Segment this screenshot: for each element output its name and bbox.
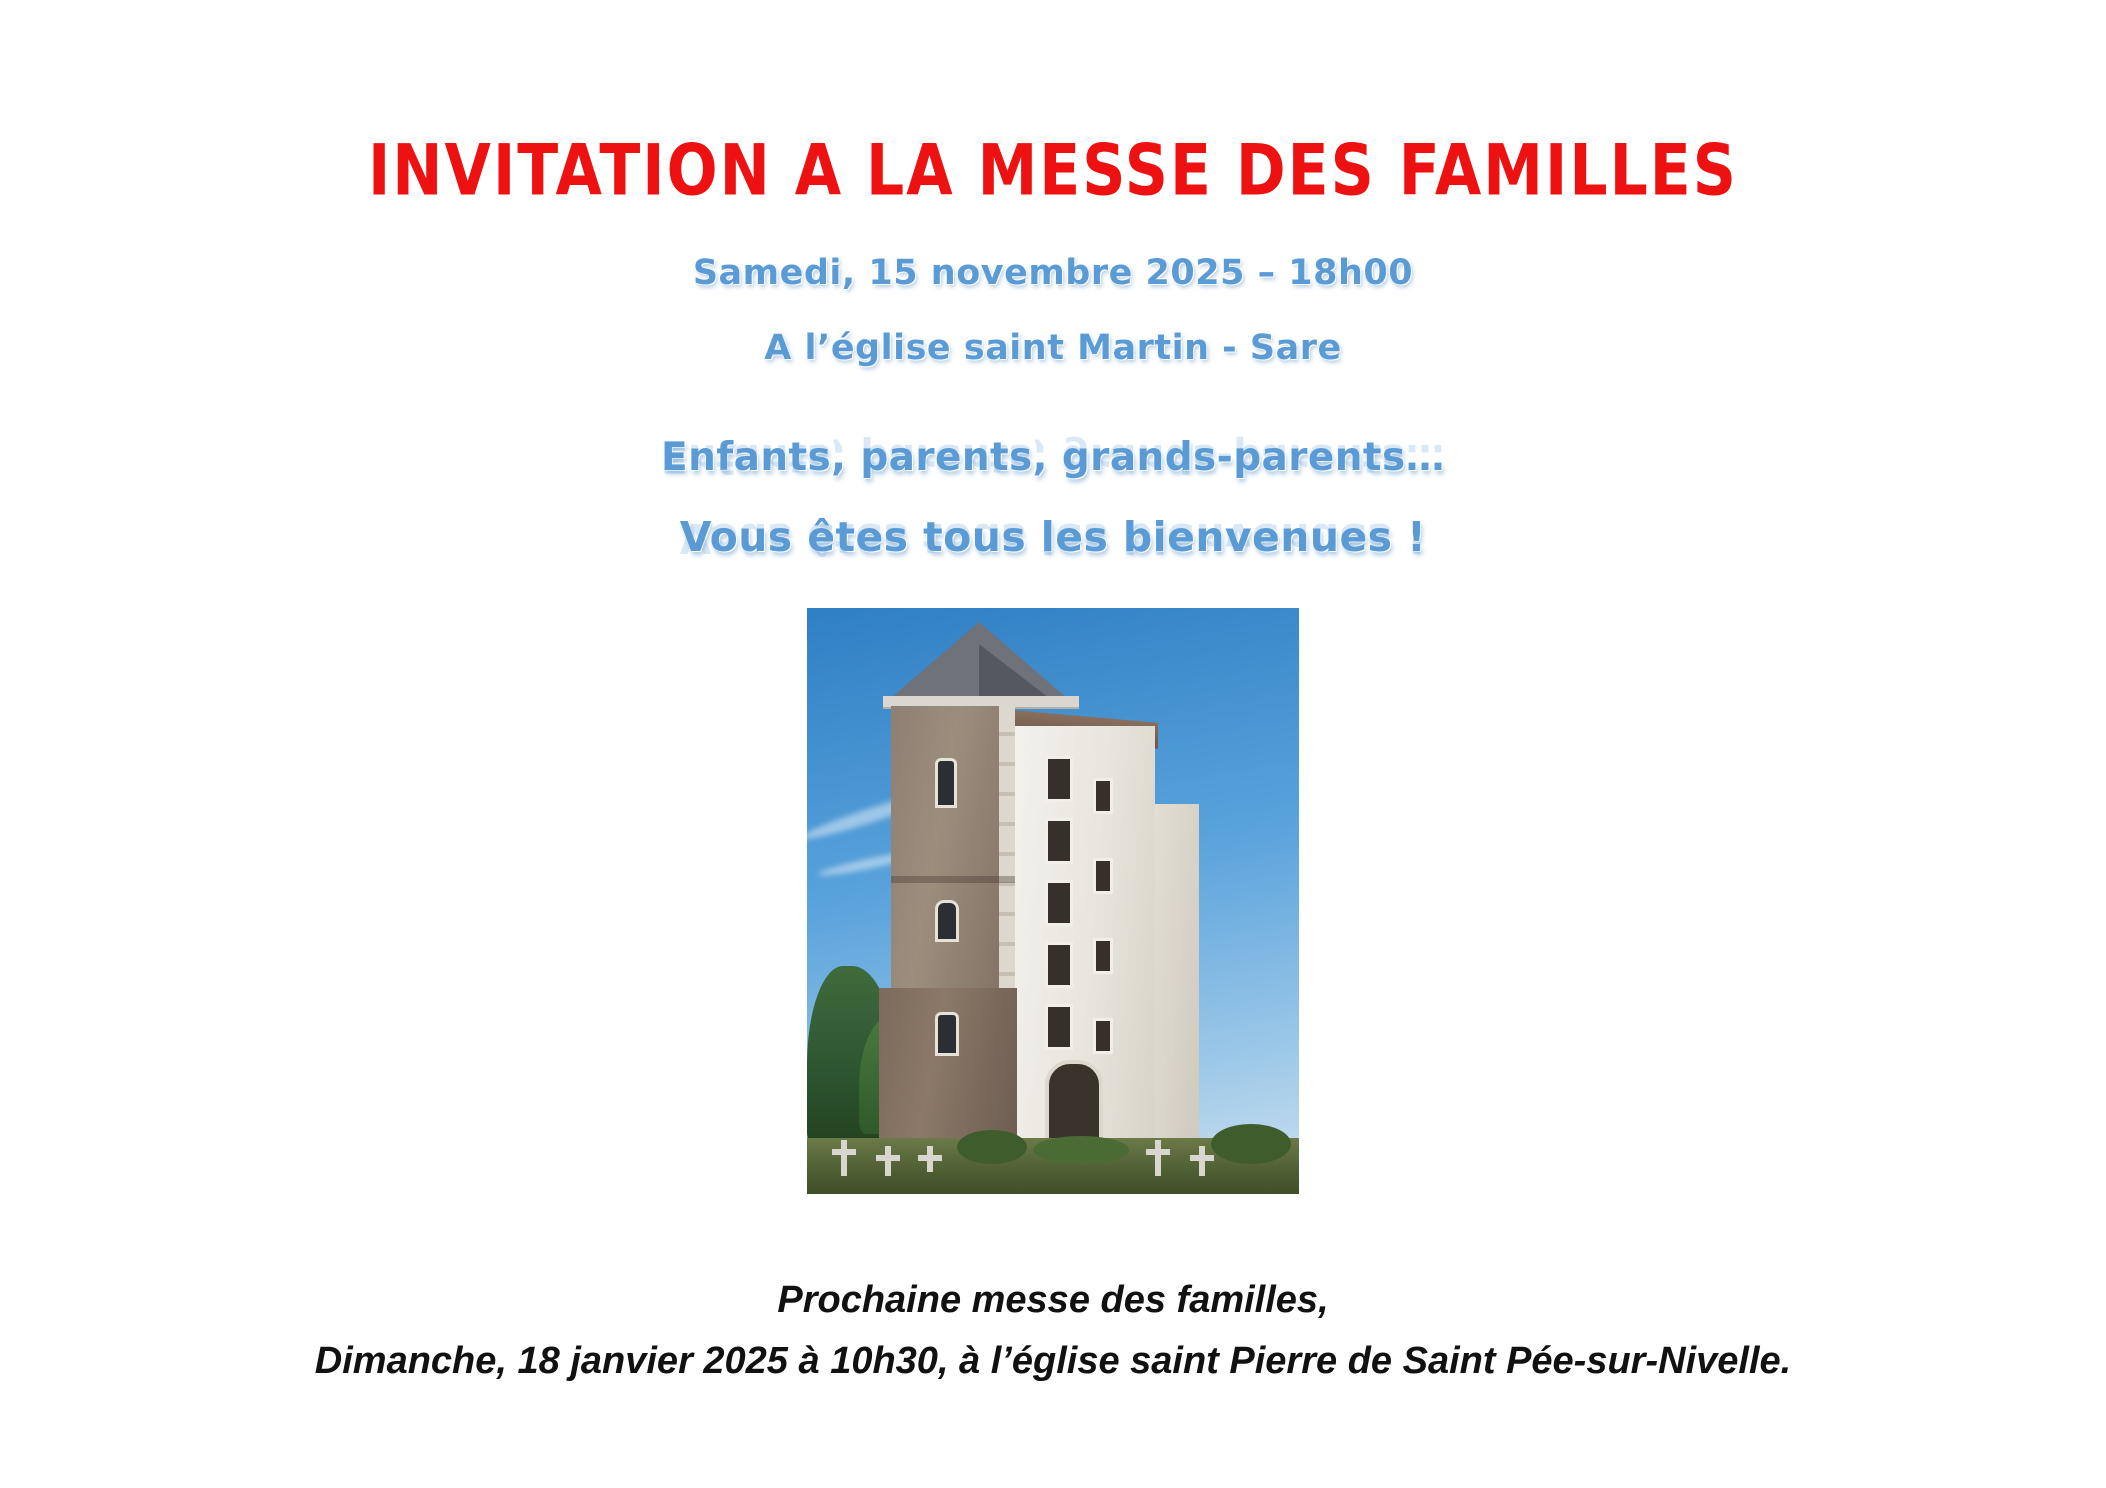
tower-roof-shade bbox=[979, 644, 1049, 698]
grave-cross bbox=[841, 1140, 847, 1176]
footer-note bbox=[315, 1270, 1791, 1392]
nave-window bbox=[1093, 1018, 1113, 1054]
event-details bbox=[692, 253, 1414, 368]
grave-cross bbox=[1199, 1146, 1205, 1176]
nave-window bbox=[1045, 880, 1073, 926]
tower-window bbox=[935, 1012, 959, 1056]
event-place-line: A l’église saint Martin - Sare bbox=[764, 328, 1342, 368]
church-photo bbox=[807, 608, 1299, 1194]
tower-window bbox=[935, 758, 957, 808]
grave-cross bbox=[1155, 1140, 1161, 1176]
shrub bbox=[1211, 1124, 1291, 1164]
nave-window bbox=[1045, 942, 1073, 988]
welcome-line-1: Enfants, parents, grands-parents… Enfants, parents, grands-parents… bbox=[661, 438, 1445, 477]
nave-window bbox=[1045, 1004, 1073, 1050]
nave-window bbox=[1045, 756, 1073, 802]
tower-band bbox=[891, 876, 1015, 883]
shrub bbox=[1033, 1136, 1129, 1164]
tower-window bbox=[935, 900, 959, 942]
grave-cross bbox=[885, 1146, 891, 1176]
shrub bbox=[957, 1130, 1027, 1164]
footer-line-2: Dimanche, 18 janvier 2025 à 10h30, à l’église saint Pierre de Saint Pée-sur-Nivelle. bbox=[314, 1339, 1792, 1382]
page-title: INVITATION A LA MESSE DES FAMILLES bbox=[367, 129, 1738, 213]
nave-window bbox=[1045, 818, 1073, 864]
grave-cross bbox=[927, 1146, 933, 1172]
welcome-line-2: Vous êtes tous les bienvenues ! Vous êtes tous les bienvenues ! bbox=[661, 517, 1445, 558]
event-date-line: Samedi, 15 novembre 2025 – 18h00 bbox=[692, 253, 1414, 293]
nave-window bbox=[1093, 858, 1113, 894]
welcome-block bbox=[661, 435, 1445, 561]
nave-window bbox=[1093, 938, 1113, 974]
church-photo-illustration bbox=[807, 608, 1299, 1194]
nave-window bbox=[1093, 778, 1113, 814]
footer-line-1: Prochaine messe des familles, bbox=[777, 1279, 1329, 1321]
